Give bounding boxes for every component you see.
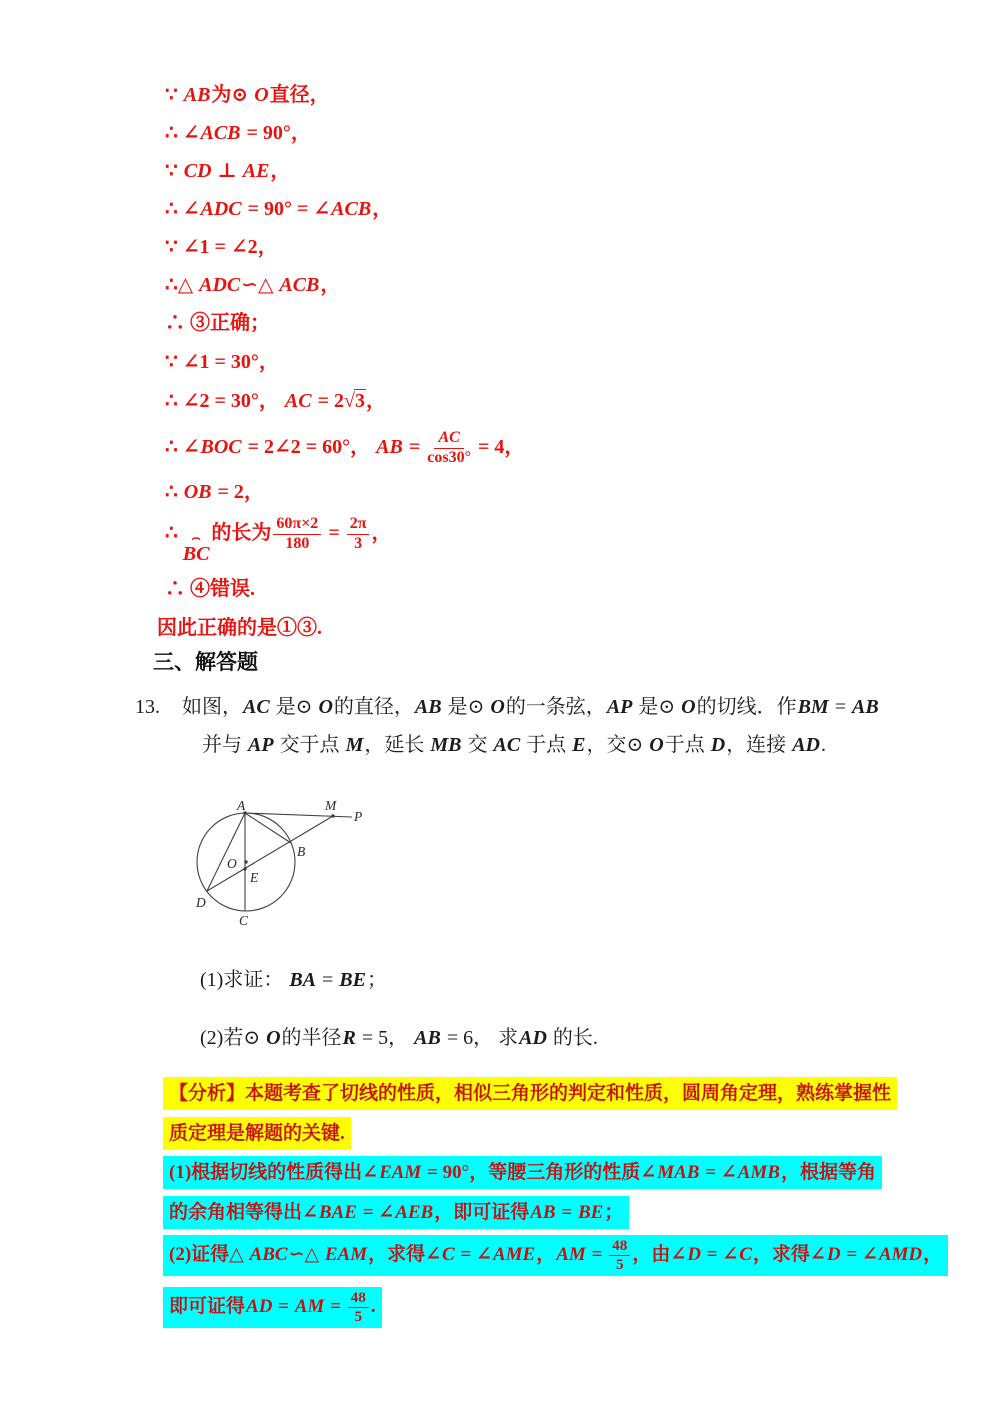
arc-notation	[182, 530, 210, 565]
chord-AB	[245, 813, 291, 843]
text-run: ∴ ∠	[165, 122, 200, 144]
text-run: 【分析】本题考查了切线的性质，相似三角形的判定和性质，圆周角定理，熟练掌握性	[169, 1083, 892, 1104]
text-run: 3	[354, 534, 363, 552]
text-run: = 90°，	[241, 122, 311, 144]
fraction-numerator	[273, 516, 321, 535]
proof-line-2	[165, 120, 311, 146]
proof-line-6	[165, 272, 340, 298]
explain-line-3	[163, 1235, 948, 1276]
text-run: =	[325, 1295, 346, 1317]
point-label-M: M	[325, 798, 337, 813]
text-run: ∴ ∠	[165, 435, 200, 458]
text-run: ，求得∠	[752, 1243, 826, 1265]
question-2	[200, 1025, 598, 1051]
question-1	[200, 967, 387, 993]
text-run: 于点	[521, 734, 572, 756]
proof-line-8	[165, 349, 279, 375]
text-run: ∵	[165, 84, 183, 106]
math-run: M	[345, 734, 364, 756]
text-run: ，	[536, 1243, 556, 1265]
arc-symbol: ⌢	[191, 530, 201, 546]
text-run: 2π	[349, 515, 367, 532]
problem-number	[135, 694, 160, 720]
text-run: 的长为	[211, 521, 272, 544]
math-run: AD	[246, 1295, 273, 1317]
point-label-A: A	[237, 798, 246, 813]
text-run: ∴ ③正确；	[165, 312, 270, 334]
text-run: ∴△	[165, 274, 199, 296]
math-run: AD	[792, 734, 820, 756]
math-run: O	[318, 696, 333, 718]
math-run: MB	[430, 734, 462, 756]
analysis-line-1	[163, 1077, 897, 1110]
text-run: = ∠	[841, 1243, 878, 1265]
text-run: ，	[365, 390, 386, 412]
fraction-denominator	[427, 449, 471, 467]
text-run: =	[317, 969, 339, 991]
point-label-O: O	[227, 856, 237, 871]
text-run: 48	[612, 1237, 628, 1254]
text-run: 于点	[664, 734, 710, 756]
text-run: = 5，	[356, 1027, 414, 1049]
text-run: = 90° = ∠	[242, 198, 331, 220]
fraction	[273, 516, 321, 553]
fraction-numerator	[347, 516, 370, 535]
text-run: ，交⊙	[586, 734, 649, 756]
text-run: = 4，	[473, 435, 525, 458]
math-run: O	[649, 734, 664, 756]
text-run: 是⊙	[633, 696, 681, 718]
math-run: ABC	[249, 1243, 288, 1265]
text-run: (2)证得△	[169, 1243, 249, 1265]
math-run: AM	[556, 1243, 586, 1265]
math-run: AMD	[878, 1243, 923, 1265]
radical-sign: √	[343, 390, 354, 412]
text-run: ，	[923, 1243, 943, 1265]
text-run: 48	[350, 1289, 366, 1306]
text-run: =	[273, 1295, 294, 1317]
proof-line-9	[165, 388, 386, 414]
fraction-numerator	[609, 1238, 630, 1256]
math-run: O	[681, 696, 696, 718]
text-run: 的直径，	[333, 696, 414, 718]
math-run: D	[710, 734, 726, 756]
text-run: 13.	[135, 696, 160, 718]
text-run: ∽△	[241, 274, 279, 296]
explain-line-1	[163, 1156, 882, 1189]
text-run: ，连接	[726, 734, 792, 756]
section-heading	[153, 650, 258, 676]
proof-line-7	[165, 310, 270, 336]
math-run: MAB	[657, 1162, 700, 1183]
explain-line-4	[163, 1287, 382, 1328]
math-run: ACB	[200, 122, 241, 144]
text-run: =	[829, 696, 851, 718]
text-run: 的长.	[547, 1027, 598, 1049]
text-run: 因此正确的是①③.	[157, 617, 322, 639]
math-run: BOC	[200, 435, 242, 458]
math-run: AB	[852, 696, 879, 718]
problem-line-1	[182, 694, 880, 720]
text-run: 180	[285, 534, 310, 552]
math-run: AM	[294, 1295, 325, 1317]
text-run: ，	[372, 198, 393, 220]
text-run: .	[370, 1295, 376, 1317]
math-run: ADC	[199, 274, 241, 296]
text-run: 并与	[202, 734, 247, 756]
text-run: = 2∠2 = 60°，	[242, 435, 376, 458]
problem-line-2	[202, 732, 826, 758]
text-run: ∵	[165, 160, 183, 182]
math-run: AC	[493, 734, 521, 756]
text-run: 的切线．作	[696, 696, 797, 718]
text-run: =	[323, 521, 345, 544]
text-run: ，根据等角	[780, 1162, 876, 1183]
math-run: BA	[289, 969, 317, 991]
math-run: O	[254, 84, 269, 106]
text-run: = ∠	[455, 1243, 492, 1265]
math-run: AC	[438, 429, 460, 446]
math-run: BAE	[318, 1202, 357, 1223]
proof-line-12	[165, 516, 391, 564]
text-run: .	[820, 734, 826, 756]
text-run: 是⊙	[442, 696, 490, 718]
text-run: 的半径	[281, 1027, 342, 1049]
math-run: C	[739, 1243, 752, 1265]
math-run: O	[266, 1027, 281, 1049]
text-run: ，由∠	[632, 1243, 687, 1265]
proof-line-10	[165, 430, 524, 467]
sqrt-expression	[344, 389, 366, 412]
text-run: 交于点	[274, 734, 345, 756]
text-run: = 90°，等腰三角形的性质∠	[422, 1162, 657, 1183]
math-run: O	[490, 696, 505, 718]
geometry-figure	[180, 795, 375, 933]
proof-line-1	[165, 82, 330, 108]
point-O	[244, 860, 247, 863]
math-run: R	[342, 1027, 356, 1049]
point-M	[331, 814, 334, 817]
arc-letters: BC	[182, 542, 210, 565]
math-run: C	[442, 1243, 455, 1265]
math-run: D	[687, 1243, 701, 1265]
fraction-denominator	[354, 535, 362, 553]
text-run: ，延长	[364, 734, 430, 756]
analysis-line-2	[163, 1117, 351, 1150]
text-run: ∴ ④错误.	[165, 578, 255, 600]
text-run: ∴ ∠2 = 30°，	[165, 390, 284, 412]
proof-line-4	[165, 196, 392, 222]
text-run: 即可证得	[169, 1295, 246, 1317]
math-run: AP	[248, 734, 274, 756]
math-run: AP	[606, 696, 633, 718]
math-run: AB	[530, 1202, 556, 1223]
math-run: E	[572, 734, 586, 756]
point-label-E: E	[250, 870, 259, 885]
math-run: AB	[376, 435, 403, 458]
math-run: BE	[339, 969, 366, 991]
text-run: (1)求证：	[200, 969, 289, 991]
proof-line-14	[157, 615, 322, 641]
math-run: BE	[577, 1202, 604, 1223]
math-run: EAM	[379, 1162, 422, 1183]
text-run: ，	[270, 160, 291, 182]
text-run: cos30°	[427, 448, 471, 466]
proof-line-11	[165, 479, 264, 505]
math-run: AB	[414, 1027, 441, 1049]
text-run: =	[586, 1243, 608, 1265]
math-run: AME	[492, 1243, 536, 1265]
fraction-numerator	[348, 1290, 369, 1308]
text-run: ∴ ∠	[165, 198, 200, 220]
text-run: 交	[462, 734, 493, 756]
text-run: 的一条弦，	[505, 696, 606, 718]
text-run: ∴	[165, 521, 183, 544]
fraction-denominator	[616, 1256, 624, 1273]
text-run: = ∠	[357, 1202, 395, 1223]
text-run: 三、解答题	[153, 651, 258, 674]
math-run: AEB	[395, 1202, 434, 1223]
text-run: ∽△	[288, 1243, 324, 1265]
math-run: AD	[519, 1027, 547, 1049]
fraction	[348, 1290, 369, 1325]
fraction	[347, 516, 370, 553]
secant-DM	[207, 816, 333, 891]
math-run: AB	[183, 84, 211, 106]
point-label-D: D	[196, 895, 206, 910]
radicand: 3	[354, 390, 365, 412]
text-run: ∵ ∠1 = ∠2，	[165, 236, 278, 258]
point-E	[243, 867, 246, 870]
text-run: 60π×2	[276, 515, 319, 532]
text-run: = 2	[312, 390, 344, 412]
math-run: AB	[414, 696, 442, 718]
text-run: ，求得∠	[368, 1243, 442, 1265]
proof-line-3	[165, 158, 290, 184]
text-run: (2)若⊙	[200, 1027, 266, 1049]
text-run: ；	[604, 1202, 624, 1223]
math-run: BM	[797, 696, 829, 718]
math-run: AC	[243, 696, 270, 718]
math-run: ADC	[200, 198, 242, 220]
math-run: ACB	[279, 274, 320, 296]
text-run: 为⊙	[211, 84, 254, 106]
text-run: ；	[366, 969, 387, 991]
text-run: ∵ ∠1 = 30°，	[165, 351, 279, 373]
text-run: =	[556, 1202, 577, 1223]
text-run: 的余角相等得出∠	[169, 1202, 318, 1223]
point-label-P: P	[354, 809, 363, 824]
fraction-numerator	[434, 430, 463, 449]
math-run: EAM	[324, 1243, 368, 1265]
text-run: 5	[615, 1255, 624, 1273]
text-run: (1)根据切线的性质得出∠	[169, 1162, 379, 1183]
point-label-C: C	[239, 913, 249, 928]
text-run: = 2，	[212, 481, 264, 503]
fraction-denominator	[285, 535, 309, 553]
fraction	[427, 430, 471, 467]
text-run: ⊥	[212, 160, 242, 182]
fraction	[609, 1238, 630, 1273]
math-run: CD	[183, 160, 212, 182]
explain-line-2	[163, 1196, 629, 1229]
proof-line-5	[165, 234, 278, 260]
text-run: 如图，	[182, 696, 242, 718]
math-run: AC	[284, 390, 312, 412]
math-run: OB	[183, 481, 212, 503]
text-run: = ∠	[701, 1243, 739, 1265]
math-run: AMB	[737, 1162, 780, 1183]
math-run: D	[826, 1243, 841, 1265]
text-run: = 6， 求	[441, 1027, 519, 1049]
math-run: AE	[242, 160, 270, 182]
point-label-B: B	[297, 844, 306, 859]
text-run: 是⊙	[270, 696, 318, 718]
text-run: ，	[320, 274, 341, 296]
text-run: 质定理是解题的关键.	[169, 1123, 345, 1144]
math-run: ACB	[331, 198, 372, 220]
proof-line-13	[165, 576, 255, 602]
text-run: ∴	[165, 481, 183, 503]
text-run: =	[403, 435, 426, 458]
text-run: 直径，	[269, 84, 330, 106]
text-run: = ∠	[700, 1162, 737, 1183]
text-run: ，	[371, 521, 392, 544]
text-run: 5	[354, 1307, 363, 1325]
text-run: ，即可证得	[434, 1202, 530, 1223]
fraction-denominator	[354, 1308, 362, 1325]
